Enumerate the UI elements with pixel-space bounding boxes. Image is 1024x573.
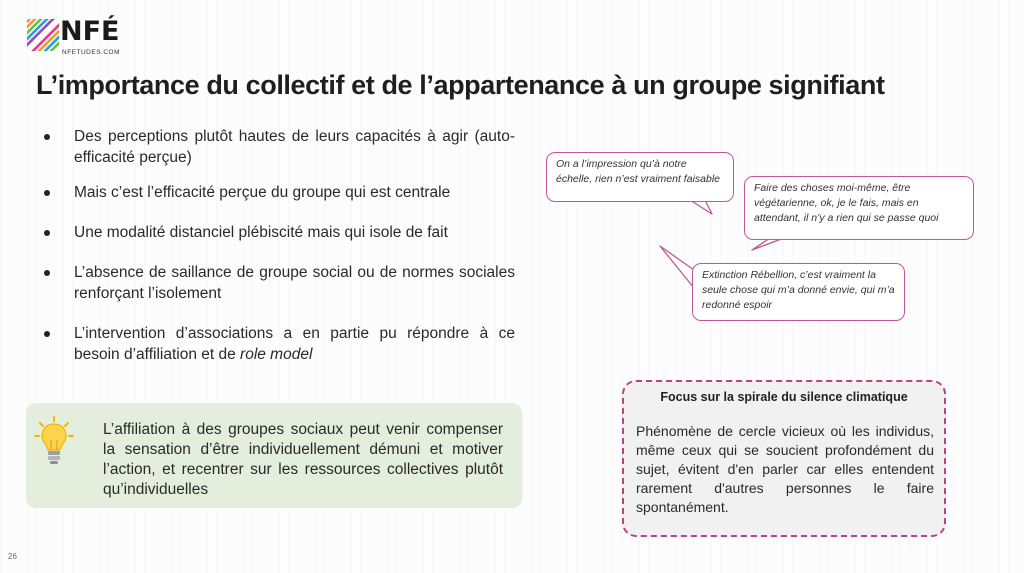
callout-text: L’affiliation à des groupes sociaux peut venir compenser la sensation d’être individuellement démuni et motiver l’action, et recentrer sur les ressources collectives plutôt qu’individuelles <box>103 421 503 498</box>
bullet-dot <box>44 331 50 337</box>
bullet-dot <box>44 134 50 140</box>
bullet-dot <box>44 230 50 236</box>
page-title: L’importance du collectif et de l’appartenance à un groupe signifiant <box>36 70 885 100</box>
bullet-item <box>40 323 515 365</box>
bullet-dot <box>44 270 50 276</box>
bullet-text: Des perceptions plutôt hautes de leurs capacités à agir (auto-efficacité perçue) <box>74 128 515 166</box>
logo-wordmark: NFÉ <box>60 16 120 47</box>
focus-title: Focus sur la spirale du silence climatique <box>660 390 908 404</box>
focus-text: Phénomène de cercle vicieux où les individus, même ceux qui se soucient profondément du sujet, évitent d'en parler car elles entendent rarement d'autres personnes le faire spontanément. <box>636 423 934 515</box>
quote-bubble: Extinction Rébellion, c’est vraiment la seule chose qui m’a donné envie, qui m’a redonné espoir <box>692 263 905 321</box>
lightbulb-icon <box>34 416 74 468</box>
page-number: 26 <box>8 552 17 561</box>
bullet-item <box>40 222 515 243</box>
bullet-text: L’intervention d’associations a en partie pu répondre à ce besoin d’affiliation et de <box>74 325 515 363</box>
bullet-item <box>40 126 515 168</box>
logo-mark-icon <box>26 18 60 52</box>
bullet-item <box>40 182 515 203</box>
quote-bubble: On a l’impression qu’à notre échelle, rien n’est vraiment faisable <box>546 152 734 202</box>
quote-bubble: Faire des choses moi-même, être végétarienne, ok, je le fais, mais en attendant, il n’y a rien qui se passe quoi <box>744 176 974 240</box>
bullet-text: Mais c’est l’efficacité perçue du groupe qui est centrale <box>74 184 451 201</box>
bullet-text: Une modalité distanciel plébiscité mais qui isole de fait <box>74 224 448 241</box>
focus-box <box>622 380 946 537</box>
bullet-dot <box>44 190 50 196</box>
bullet-list <box>40 126 515 365</box>
bullet-emphasis: role model <box>240 346 313 363</box>
bullet-text: L’absence de saillance de groupe social ou de normes sociales renforçant l’isolement <box>74 264 515 302</box>
nfe-logo <box>26 16 136 60</box>
bullet-item <box>40 262 515 304</box>
logo-subtitle: NFETUDES.COM <box>62 49 120 56</box>
